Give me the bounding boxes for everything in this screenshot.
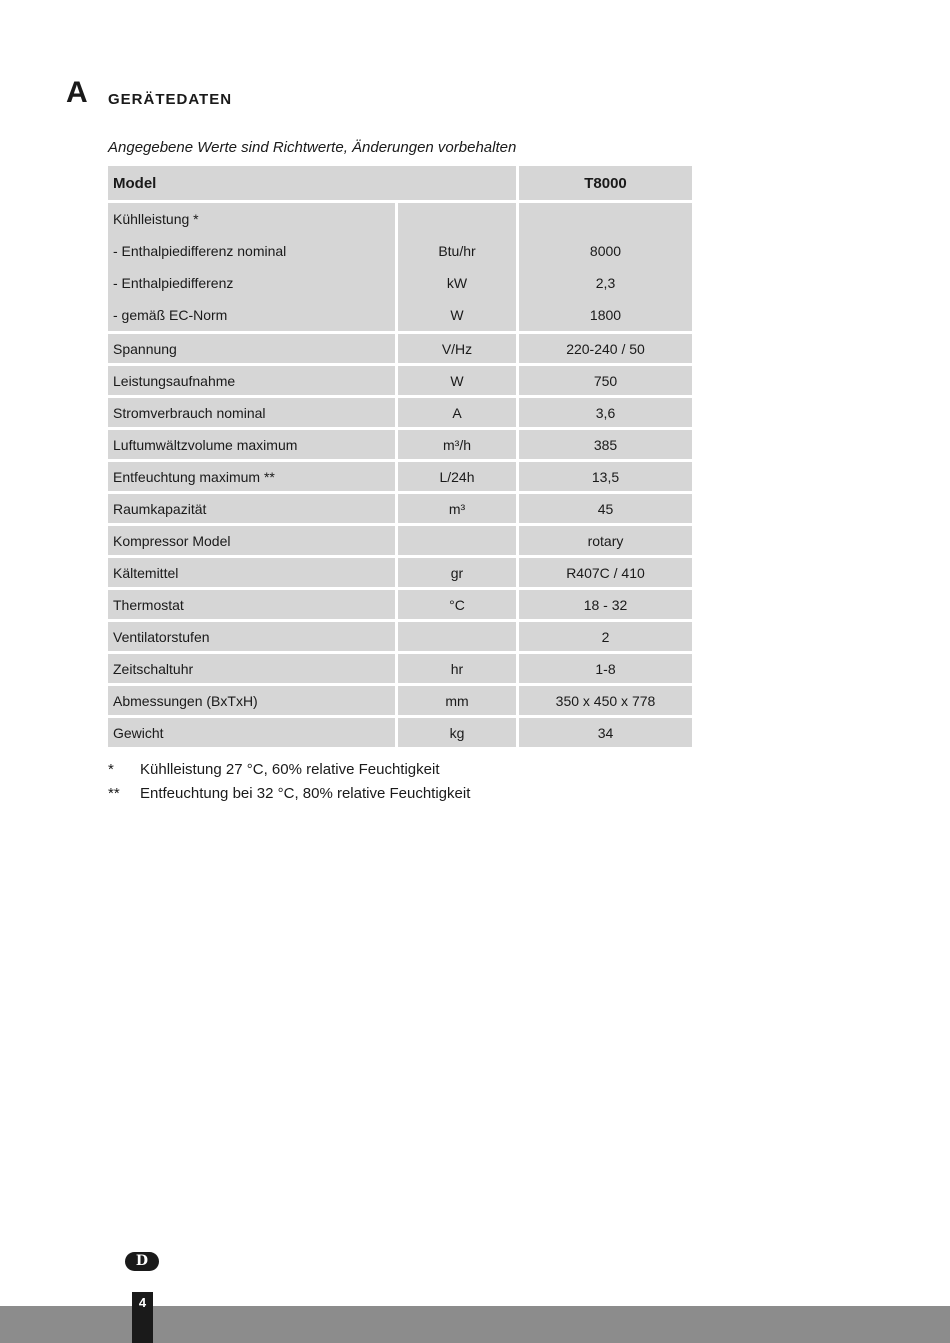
table-row: [108, 430, 692, 462]
row-value: 1-8: [519, 654, 692, 686]
footnote-mark: *: [108, 761, 114, 778]
row-value: 45: [519, 494, 692, 526]
table-row: [108, 494, 692, 526]
row-label: Ventilatorstufen: [108, 622, 398, 654]
row-value: rotary: [519, 526, 692, 558]
row-label: Abmessungen (BxTxH): [108, 686, 398, 718]
table-row: [108, 334, 692, 366]
row-unit: mm: [398, 686, 519, 718]
page-number-tab: [132, 1292, 153, 1343]
row-unit: L/24h: [398, 462, 519, 494]
row-label: Entfeuchtung maximum **: [108, 462, 398, 494]
group-line-label: - gemäß EC-Norm: [113, 307, 228, 323]
table-header-row: [108, 166, 692, 203]
row-unit: °C: [398, 590, 519, 622]
row-value: 350 x 450 x 778: [519, 686, 692, 718]
row-unit: hr: [398, 654, 519, 686]
cooling-group-values: [519, 203, 692, 334]
row-value: 3,6: [519, 398, 692, 430]
row-value: 385: [519, 430, 692, 462]
table-row: [108, 526, 692, 558]
row-unit: [398, 526, 519, 558]
table-row: [108, 366, 692, 398]
table-row: [108, 686, 692, 718]
cooling-group-labels: [108, 203, 398, 334]
row-label: Kältemittel: [108, 558, 398, 590]
group-line-unit: kW: [446, 275, 468, 291]
row-label: Luftumwältzvolume maximum: [108, 430, 398, 462]
cooling-group-units: [398, 203, 519, 334]
table-row: [108, 462, 692, 494]
group-line-label: Kühlleistung *: [113, 211, 199, 227]
row-value: 18 - 32: [519, 590, 692, 622]
group-line-label: - Enthalpiedifferenz nominal: [113, 243, 287, 259]
row-label: Stromverbrauch nominal: [108, 398, 398, 430]
row-unit: W: [398, 366, 519, 398]
row-unit: gr: [398, 558, 519, 590]
row-label: Gewicht: [108, 718, 398, 750]
row-value: 34: [519, 718, 692, 750]
spec-table: [108, 166, 692, 750]
row-label: Raumkapazität: [108, 494, 398, 526]
row-unit: m³/h: [398, 430, 519, 462]
row-unit: kg: [398, 718, 519, 750]
page-number: 4: [138, 1295, 147, 1310]
group-line-unit: W: [450, 307, 464, 323]
group-line-label: - Enthalpiedifferenz: [113, 275, 234, 291]
group-line-value: [519, 203, 692, 235]
row-unit: A: [398, 398, 519, 430]
row-label: Spannung: [108, 334, 398, 366]
table-row: [108, 622, 692, 654]
footnotes: [108, 760, 470, 808]
table-row: [108, 398, 692, 430]
group-line-unit: [398, 203, 516, 235]
table-row: [108, 654, 692, 686]
section-letter: A: [66, 76, 88, 109]
section-title: GERÄTEDATEN: [108, 91, 233, 108]
row-value: R407C / 410: [519, 558, 692, 590]
footnote-mark: **: [108, 785, 120, 802]
footnote-text: Entfeuchtung bei 32 °C, 80% relative Feuchtigkeit: [140, 785, 471, 802]
row-value: 13,5: [519, 462, 692, 494]
group-line-unit: Btu/hr: [438, 243, 476, 259]
footnote: [108, 784, 470, 808]
row-unit: [398, 622, 519, 654]
footnote: [108, 760, 470, 784]
row-value: 2: [519, 622, 692, 654]
table-row: [108, 718, 692, 750]
table-row: [108, 558, 692, 590]
row-label: Zeitschaltuhr: [108, 654, 398, 686]
row-unit: V/Hz: [398, 334, 519, 366]
header-model-label: Model: [108, 166, 519, 203]
subtitle-note: Angegebene Werte sind Richtwerte, Änderungen vorbehalten: [108, 139, 517, 156]
group-line-value: 2,3: [595, 275, 616, 291]
row-value: 220-240 / 50: [519, 334, 692, 366]
row-label: Thermostat: [108, 590, 398, 622]
row-unit: m³: [398, 494, 519, 526]
language-badge: D: [125, 1252, 159, 1271]
row-value: 750: [519, 366, 692, 398]
group-line-value: 8000: [589, 243, 622, 259]
row-label: Leistungsaufnahme: [108, 366, 398, 398]
row-label: Kompressor Model: [108, 526, 398, 558]
table-row: [108, 590, 692, 622]
group-line-value: 1800: [589, 307, 622, 323]
cooling-group-row: [108, 203, 692, 334]
footnote-text: Kühlleistung 27 °C, 60% relative Feuchtigkeit: [140, 761, 440, 778]
header-model-name: T8000: [519, 166, 692, 203]
